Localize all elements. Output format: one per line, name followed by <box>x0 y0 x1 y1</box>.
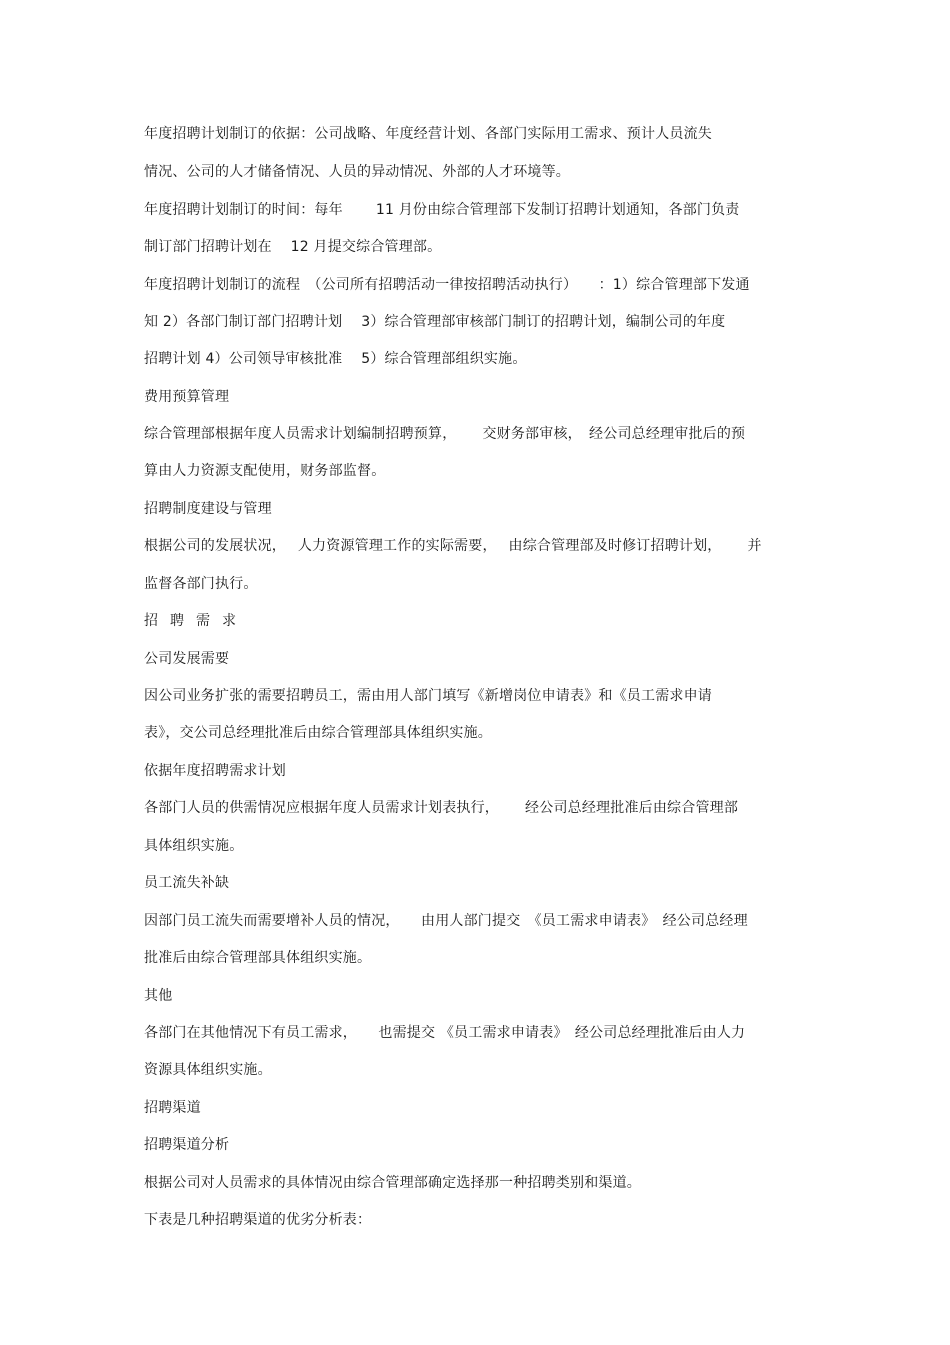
section-heading: 费用预算管理 <box>144 389 230 405</box>
text-line: 监督各部门执行。 <box>144 576 258 592</box>
text-line: 情况、公司的人才储备情况、人员的异动情况、外部的人才环境等。 <box>144 164 570 180</box>
section-heading: 招聘需求 <box>144 613 248 629</box>
subsection-heading: 其他 <box>144 988 173 1004</box>
text-line: 年度招聘计划制订的时间：每年 11 月份由综合管理部下发制订招聘计划通知，各部门负责 <box>144 202 740 218</box>
section-heading: 招聘制度建设与管理 <box>144 501 272 517</box>
subsection-heading: 依据年度招聘需求计划 <box>144 763 286 779</box>
subsection-heading: 公司发展需要 <box>144 651 230 667</box>
text-line: 知 2）各部门制订部门招聘计划 3）综合管理部审核部门制订的招聘计划，编制公司的年度 <box>144 314 726 330</box>
text-line: 因部门员工流失而需要增补人员的情况， 由用人部门提交 《员工需求申请表》 经公司总经理 <box>144 913 748 929</box>
subsection-heading: 招聘渠道分析 <box>144 1137 230 1153</box>
text-line: 制订部门招聘计划在 12 月提交综合管理部。 <box>144 239 442 255</box>
text-line: 资源具体组织实施。 <box>144 1062 272 1078</box>
text-line: 算由人力资源支配使用，财务部监督。 <box>144 463 386 479</box>
text-line: 综合管理部根据年度人员需求计划编制招聘预算， 交财务部审核， 经公司总经理审批后的预 <box>144 426 746 442</box>
text-line: 因公司业务扩张的需要招聘员工，需由用人部门填写《新增岗位申请表》和《员工需求申请 <box>144 688 712 704</box>
text-line: 招聘计划 4）公司领导审核批准 5）综合管理部组织实施。 <box>144 351 527 367</box>
section-heading: 招聘渠道 <box>144 1100 201 1116</box>
text-line: 批准后由综合管理部具体组织实施。 <box>144 950 372 966</box>
text-line: 各部门在其他情况下有员工需求， 也需提交 《员工需求申请表》 经公司总经理批准后由人力 <box>144 1025 746 1041</box>
text-line: 具体组织实施。 <box>144 838 244 854</box>
text-line: 表》，交公司总经理批准后由综合管理部具体组织实施。 <box>144 725 492 741</box>
text-line: 各部门人员的供需情况应根据年度人员需求计划表执行， 经公司总经理批准后由综合管理部 <box>144 800 739 816</box>
text-line: 根据公司的发展状况， 人力资源管理工作的实际需要， 由综合管理部及时修订招聘计划， 并 <box>144 538 762 554</box>
text-line: 下表是几种招聘渠道的优劣分析表： <box>144 1212 372 1228</box>
text-line: 年度招聘计划制订的流程 （公司所有招聘活动一律按招聘活动执行） ：1）综合管理部下发通 <box>144 277 750 293</box>
text-line: 根据公司对人员需求的具体情况由综合管理部确定选择那一种招聘类别和渠道。 <box>144 1175 641 1191</box>
subsection-heading: 员工流失补缺 <box>144 875 230 891</box>
text-line: 年度招聘计划制订的依据：公司战略、年度经营计划、各部门实际用工需求、预计人员流失 <box>144 126 712 142</box>
